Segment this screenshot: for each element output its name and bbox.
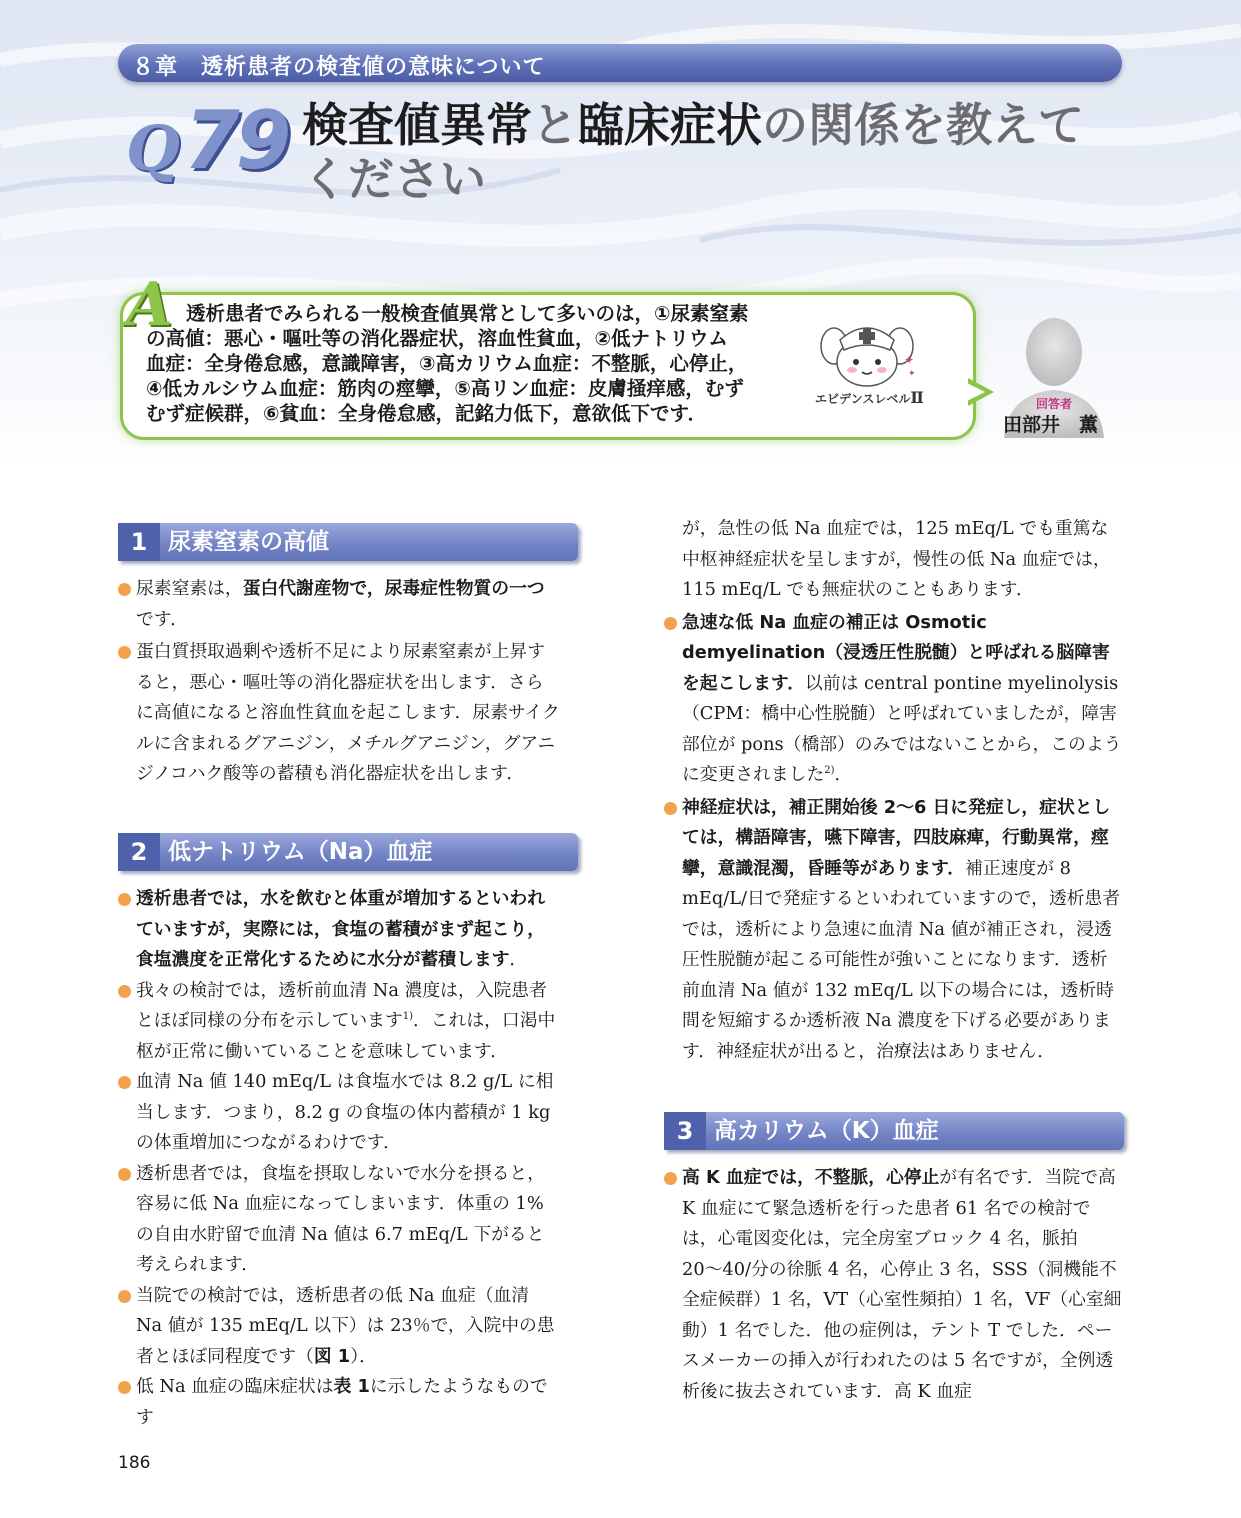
- answer-line: の高値：悪心・嘔吐等の消化器症状，溶血性貧血，②低ナトリウム: [146, 327, 728, 350]
- bullet-paragraph: [664, 1163, 1122, 1407]
- section-number: 2: [118, 833, 160, 871]
- svg-text:✦: ✦: [908, 369, 916, 379]
- bold-text-run: 神経症状は，補正開始後 2〜6 日に発症し，症状としては，構語障害，嚥下障害，四肢麻痺，行動異常，痙攣，意識混濁，昏睡等があります．: [682, 796, 1111, 879]
- answer-text: [146, 301, 786, 426]
- bold-text-run: 急速な低 Na 血症の補正は Osmotic demyelination（浸透圧性脱髄）と呼ばれる脳障害を起こします．: [682, 611, 1110, 694]
- text-run: 当院での検討では，透析患者の低 Na 血症（血清 Na 値が 135 mEq/L 以下）は 23％で，入院中の患者とほぼ同程度です（: [136, 1284, 555, 1367]
- evidence-label: エビデンスレベル: [815, 392, 911, 406]
- bold-text-run: 透析患者では，水を飲むと体重が増加するといわれていますが，実際には，食塩の蓄積がまず起こり，食塩濃度を正常化するために水分が蓄積します: [136, 888, 545, 970]
- question-number-logo: [126, 94, 301, 190]
- answer-line: ④低カルシウム血症：筋肉の痙攣，⑤高リン血症：皮膚掻痒感，むず: [146, 377, 744, 400]
- bullet-paragraph: [118, 884, 560, 976]
- bullet-paragraph: [664, 793, 1122, 1068]
- reference-superscript: 2): [824, 765, 835, 777]
- respondent-name: 田部井 薫: [1003, 414, 1099, 436]
- left-column-section-2: [118, 884, 560, 1433]
- text-run: ）．: [350, 1345, 377, 1367]
- left-column-section-1: [118, 574, 560, 790]
- bold-text-run: 高 K 血症では，不整脈，心停止: [682, 1167, 940, 1188]
- q-letter: Q: [126, 112, 181, 185]
- evidence-level-value: Ⅱ: [910, 388, 924, 407]
- bullet-paragraph: [118, 1372, 560, 1433]
- bullet-paragraph: 蛋白質摂取過剰や透析不足により尿素窒素が上昇すると，悪心・嘔吐等の消化器症状を出します．さらに高値になると溶血性貧血を起こします．尿素サイクルに含まれるグアニジン，メチルグアニジン，グアニジノコハク酸等の蓄積も消化器症状を出します．: [118, 637, 560, 790]
- bullet-paragraph: 血清 Na 値 140 mEq/L は食塩水では 8.2 g/L に相当します．つまり，8.2 g の食塩の体内蓄積が 1 kg の体重増加につながるわけです．: [118, 1067, 560, 1159]
- answer-line: 血症：全身倦怠感，意識障害，③高カリウム血症：不整脈，心停止，: [146, 352, 748, 375]
- answer-line: 透析患者でみられる一般検査値異常として多いのは，①尿素窒素: [186, 302, 749, 325]
- question-title: [302, 98, 1084, 206]
- figure-reference: 図 1: [313, 1345, 351, 1367]
- text-run: ．: [509, 949, 528, 970]
- svg-text:✦: ✦: [904, 353, 915, 367]
- bullet-paragraph: [118, 976, 560, 1068]
- section-header-2: [118, 833, 578, 871]
- evidence-level: [815, 388, 924, 407]
- chapter-title: ８章 透析患者の検査値の意味について: [132, 55, 546, 80]
- title-part-1: 検査値異常: [302, 98, 532, 152]
- nurse-rabbit-mascot-icon: [812, 314, 922, 394]
- section-header-1: [118, 523, 578, 561]
- respondent-label: 回答者: [1036, 397, 1073, 411]
- bold-text-run: 蛋白代謝産物で，尿毒症性物質の一つ: [242, 578, 545, 599]
- text-run: 我々の検討では，透析前血清 Na 濃度は，入院患者とほぼ同様の分布を示しています: [136, 979, 547, 1031]
- right-column-upper: [664, 514, 1122, 1067]
- text-run: 尿素窒素は，: [136, 578, 243, 599]
- title-part-3: 臨床症状: [578, 98, 762, 152]
- section-title: 低ナトリウム（Na）血症: [168, 839, 433, 865]
- reference-superscript: 1): [402, 1011, 413, 1023]
- answer-letter: A: [126, 270, 173, 340]
- answer-line: むず症候群，⑥貧血：全身倦怠感，記銘力低下，意欲低下です．: [146, 402, 707, 425]
- title-part-4: の関係を教えて: [762, 98, 1084, 152]
- page-number: 186: [118, 1453, 151, 1473]
- section-title: 尿素窒素の高値: [168, 529, 329, 555]
- text-run: 以前は central pontine myelinolysis（CPM：橋中心性脱髄）と呼ばれていましたが，障害部位が pons（橋部）のみではないことから，このように変更されました: [682, 672, 1122, 785]
- table-reference: 表 1: [333, 1376, 370, 1397]
- section-title: 高カリウム（K）血症: [714, 1118, 939, 1144]
- text-run: 低 Na 血症の臨床症状は: [136, 1376, 334, 1397]
- answer-box-tail-inner: [965, 382, 985, 402]
- text-run: 補正速度が 8 mEq/L/日で発症するといわれていますので，透析患者では，透析により急速に血清 Na 値が補正され，浸透圧性脱髄が起こる可能性が強いことになります．透析前血清 Na 値が 132 mEq/L 以下の場合には，透析時間を短縮するか透析液 Na 濃度を下げる必要があります．神経症状が出ると，治療法はありません．: [682, 857, 1121, 1062]
- bullet-paragraph: [664, 608, 1122, 791]
- title-part-2: と: [532, 98, 578, 152]
- bullet-paragraph: 透析患者では，食塩を摂取しないで水分を摂ると，容易に低 Na 血症になってしまいます．体重の 1% の自由水貯留で血清 Na 値は 6.7 mEq/L 下がると考えられます．: [118, 1159, 560, 1281]
- section-number: 1: [118, 523, 160, 561]
- bullet-paragraph: [118, 1281, 560, 1373]
- text-run: です．: [136, 608, 188, 630]
- continued-paragraph: が，急性の低 Na 血症では，125 mEq/L でも重篤な中枢神経症状を呈しますが，慢性の低 Na 血症では，115 mEq/L でも無症状のこともあります．: [682, 518, 1111, 600]
- section-number: 3: [664, 1112, 706, 1150]
- text-run: に示したようなものです: [136, 1376, 548, 1428]
- title-line-2: ください: [302, 152, 486, 206]
- text-run: が有名です．当院で高 K 血症にて緊急透析を行った患者 61 名での検討では，心電図変化は，完全房室ブロック 4 名，脈拍 20〜40/分の徐脈 4 名，心停止 3 名，SSS（洞機能不全症候群）1 名，VT（心室性頻拍）1 名，VF（心室細動）1 名でした．他の症例は，テント T でした．ペースメーカーの挿入が行われたのは 5 名ですが，全例透析後に抜去されています．高 K 血症: [682, 1167, 1122, 1402]
- text-run: ．これは，口渇中枢が正常に働いていることを意味しています．: [136, 1010, 556, 1062]
- bullet-paragraph: [118, 574, 560, 635]
- question-number: 79: [184, 94, 288, 187]
- text-run: ．: [834, 764, 853, 785]
- section-header-3: [664, 1112, 1124, 1150]
- right-column-section-3: [664, 1163, 1122, 1407]
